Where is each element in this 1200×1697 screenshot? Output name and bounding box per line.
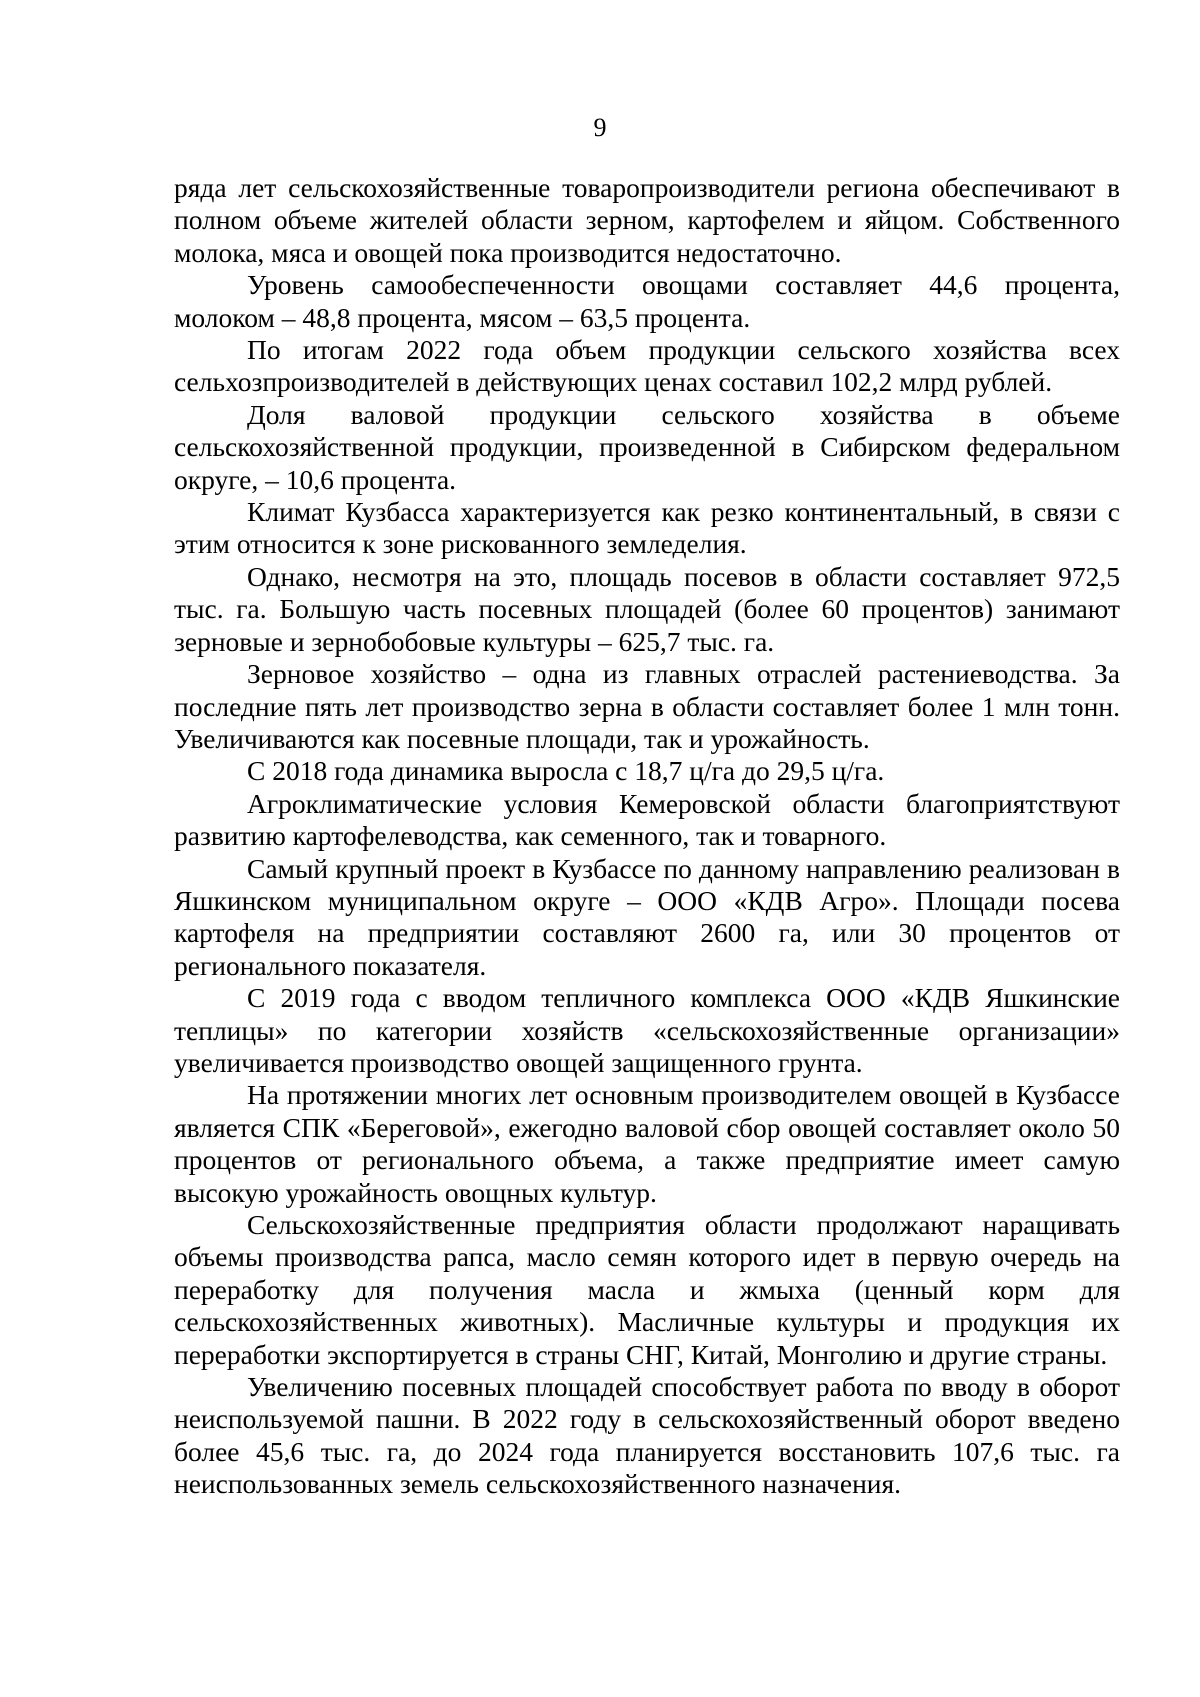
paragraph: На протяжении многих лет основным производителем овощей в Кузбассе является СПК «Береговой», ежегодно валовой сбор овощей составляет около 50 процентов от регионального объема, а также предприятие имеет самую высокую урожайность овощных культур. xyxy=(174,1079,1120,1208)
paragraph: Увеличению посевных площадей способствует работа по вводу в оборот неиспользуемой пашни. В 2022 году в сельскохозяйственный оборот введено более 45,6 тыс. га, до 2024 года планируется восстановить 107,6 тыс. га неиспользованных земель сельскохозяйственного назначения. xyxy=(174,1371,1120,1500)
paragraph: С 2019 года с вводом тепличного комплекса ООО «КДВ Яшкинские теплицы» по категории хозяйств «сельскохозяйственные организации» увеличивается производство овощей защищенного грунта. xyxy=(174,982,1120,1078)
paragraph: По итогам 2022 года объем продукции сельского хозяйства всех сельхозпроизводителей в действующих ценах составил 102,2 млрд рублей. xyxy=(174,334,1120,398)
paragraph: Доля валовой продукции сельского хозяйства в объеме сельскохозяйственной продукции, произведенной в Сибирском федеральном округе, – 10,6 процента. xyxy=(174,398,1120,495)
paragraph: С 2018 года динамика выросла с 18,7 ц/га до 29,5 ц/га. xyxy=(247,755,885,787)
paragraph: Агроклиматические условия Кемеровской области благоприятствуют развитию картофелеводства, как семенного, так и товарного. xyxy=(174,787,1120,852)
document-body xyxy=(174,172,1120,1501)
paragraph: ряда лет сельскохозяйственные товаропроизводители региона обеспечивают в полном объеме жителей области зерном, картофелем и яйцом. Собственного молока, мяса и овощей пока производится недостаточно. xyxy=(174,172,1120,268)
paragraph: Уровень самообеспеченности овощами составляет 44,6 процента, молоком – 48,8 процента, мясом – 63,5 процента. xyxy=(174,269,1120,333)
paragraph: Однако, несмотря на это, площадь посевов в области составляет 972,5 тыс. га. Большую часть посевных площадей (более 60 процентов) занимают зерновые и зернобобовые культуры – 625,7 тыс. га. xyxy=(174,560,1120,657)
paragraph: Зерновое хозяйство – одна из главных отраслей растениеводства. За последние пять лет производство зерна в области составляет более 1 млн тонн. Увеличиваются как посевные площади, так и урожайность. xyxy=(174,658,1120,754)
paragraph: Климат Кузбасса характеризуется как резко континентальный, в связи с этим относится к зоне рискованного земледелия. xyxy=(174,496,1120,560)
paragraph: Сельскохозяйственные предприятия области продолжают наращивать объемы производства рапса, масло семян которого идет в первую очередь на переработку для получения масла и жмыха (ценный корм для сельскохозяйственных животных). Масличные культуры и продукция их переработки экспортируется в страны СНГ, Китай, Монголию и другие страны. xyxy=(174,1209,1120,1370)
page-number: 9 xyxy=(593,113,607,142)
paragraph: Самый крупный проект в Кузбассе по данному направлению реализован в Яшкинском муниципальном округе – ООО «КДВ Агро». Площади посева картофеля на предприятии составляют 2600 га, или 30 процентов от регионального показателя. xyxy=(174,852,1120,981)
